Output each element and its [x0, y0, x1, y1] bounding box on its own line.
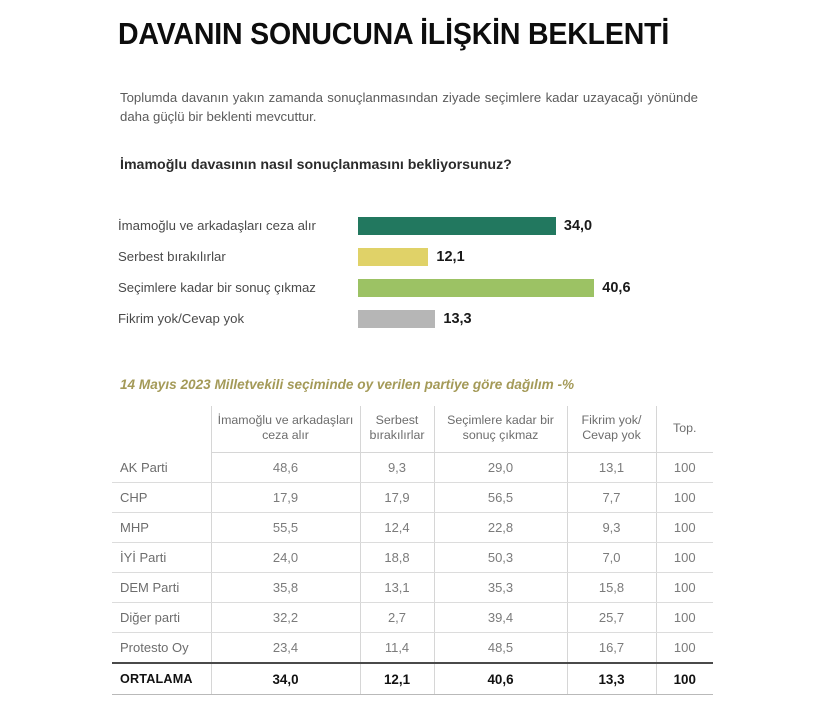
- column-header-ceza-alir: İmamoğlu ve arkadaşları ceza alır: [211, 406, 360, 453]
- row-label: Diğer parti: [112, 603, 211, 633]
- chart-category-label: Seçimlere kadar bir sonuç çıkmaz: [118, 280, 316, 295]
- row-label: İYİ Parti: [112, 543, 211, 573]
- table-head: [112, 406, 713, 453]
- table-caption: 14 Mayıs 2023 Milletvekili seçiminde oy verilen partiye göre dağılım -%: [120, 377, 575, 392]
- bar-segment: [358, 279, 594, 297]
- bar-track: [358, 217, 718, 235]
- column-header-fikrim-yok: Fikrim yok/ Cevap yok: [567, 406, 656, 453]
- cell-sonuc-cikmaz: 29,0: [434, 453, 567, 483]
- cell-total-average: 100: [656, 663, 713, 695]
- cell-fikrim-yok: 7,0: [567, 543, 656, 573]
- column-header-sonuc-cikmaz: Seçimlere kadar bir sonuç çıkmaz: [434, 406, 567, 453]
- cell-ceza-alir: 35,8: [211, 573, 360, 603]
- column-header-serbest: Serbest bırakılırlar: [360, 406, 434, 453]
- bar-track: [358, 279, 718, 297]
- cell-serbest: 17,9: [360, 483, 434, 513]
- table-body: [112, 453, 713, 695]
- cell-sonuc-cikmaz: 56,5: [434, 483, 567, 513]
- cell-fikrim-yok: 16,7: [567, 633, 656, 664]
- cell-serbest-average: 12,1: [360, 663, 434, 695]
- chart-row: [118, 243, 718, 271]
- cell-serbest: 11,4: [360, 633, 434, 664]
- cell-serbest: 13,1: [360, 573, 434, 603]
- cell-ceza-alir: 55,5: [211, 513, 360, 543]
- cell-sonuc-cikmaz: 22,8: [434, 513, 567, 543]
- cell-ceza-alir: 23,4: [211, 633, 360, 664]
- chart-category-label: Fikrim yok/Cevap yok: [118, 311, 245, 326]
- bar-segment: [358, 310, 435, 328]
- cell-serbest: 2,7: [360, 603, 434, 633]
- cell-ceza-alir: 24,0: [211, 543, 360, 573]
- question-heading: İmamoğlu davasının nasıl sonuçlanmasını bekliyorsunuz?: [120, 157, 512, 173]
- column-header-total: Top.: [656, 406, 713, 453]
- cell-sonuc-cikmaz: 48,5: [434, 633, 567, 664]
- distribution-table-wrapper: [112, 406, 713, 695]
- cell-fikrim-yok: 15,8: [567, 573, 656, 603]
- cell-serbest: 12,4: [360, 513, 434, 543]
- cell-total: 100: [656, 603, 713, 633]
- cell-ceza-alir: 32,2: [211, 603, 360, 633]
- cell-total: 100: [656, 633, 713, 664]
- distribution-table: [112, 406, 713, 695]
- cell-serbest: 9,3: [360, 453, 434, 483]
- bar-segment: [358, 217, 556, 235]
- cell-ceza-alir: 48,6: [211, 453, 360, 483]
- row-label: DEM Parti: [112, 573, 211, 603]
- bar-track: [358, 248, 718, 266]
- row-label: Protesto Oy: [112, 633, 211, 664]
- table-row: [112, 483, 713, 513]
- chart-row: [118, 212, 718, 240]
- bar-value-label: 12,1: [436, 249, 465, 265]
- row-label: CHP: [112, 483, 211, 513]
- table-row: [112, 633, 713, 664]
- table-row: [112, 543, 713, 573]
- cell-ceza-alir: 17,9: [211, 483, 360, 513]
- page-title: DAVANIN SONUCUNA İLİŞKİN BEKLENTİ: [118, 16, 670, 51]
- cell-fikrim-yok: 7,7: [567, 483, 656, 513]
- bar-value-label: 40,6: [602, 280, 631, 296]
- chart-category-label: Serbest bırakılırlar: [118, 249, 226, 264]
- table-row: [112, 453, 713, 483]
- bar-chart: [118, 212, 718, 334]
- bar-track: [358, 310, 718, 328]
- cell-sonuc-cikmaz: 50,3: [434, 543, 567, 573]
- bar-segment: [358, 248, 428, 266]
- row-label: MHP: [112, 513, 211, 543]
- cell-fikrim-yok: 9,3: [567, 513, 656, 543]
- table-header-row: [112, 406, 713, 453]
- bar-value-label: 34,0: [563, 218, 593, 234]
- cell-serbest: 18,8: [360, 543, 434, 573]
- cell-sonuc-cikmaz: 39,4: [434, 603, 567, 633]
- table-row: [112, 513, 713, 543]
- cell-total: 100: [656, 573, 713, 603]
- cell-sonuc-cikmaz: 35,3: [434, 573, 567, 603]
- cell-fikrim-yok: 13,1: [567, 453, 656, 483]
- bar-value-label: 13,3: [443, 311, 472, 327]
- chart-row: [118, 274, 718, 302]
- cell-ceza-alir-average: 34,0: [211, 663, 360, 695]
- chart-row: [118, 305, 718, 333]
- row-label: AK Parti: [112, 453, 211, 483]
- intro-paragraph: Toplumda davanın yakın zamanda sonuçlanmasından ziyade seçimlere kadar uzayacağı yönünde daha güçlü bir beklenti mevcuttur.: [120, 90, 698, 124]
- cell-sonuc-cikmaz-average: 40,6: [434, 663, 567, 695]
- cell-total: 100: [656, 483, 713, 513]
- cell-total: 100: [656, 543, 713, 573]
- table-row-average: [112, 663, 713, 695]
- table-row: [112, 573, 713, 603]
- column-header-party: [112, 406, 211, 453]
- table-row: [112, 603, 713, 633]
- cell-total: 100: [656, 513, 713, 543]
- cell-fikrim-yok: 25,7: [567, 603, 656, 633]
- row-label-average: ORTALAMA: [112, 663, 211, 695]
- cell-fikrim-yok-average: 13,3: [567, 663, 656, 695]
- chart-category-label: İmamoğlu ve arkadaşları ceza alır: [118, 218, 316, 233]
- cell-total: 100: [656, 453, 713, 483]
